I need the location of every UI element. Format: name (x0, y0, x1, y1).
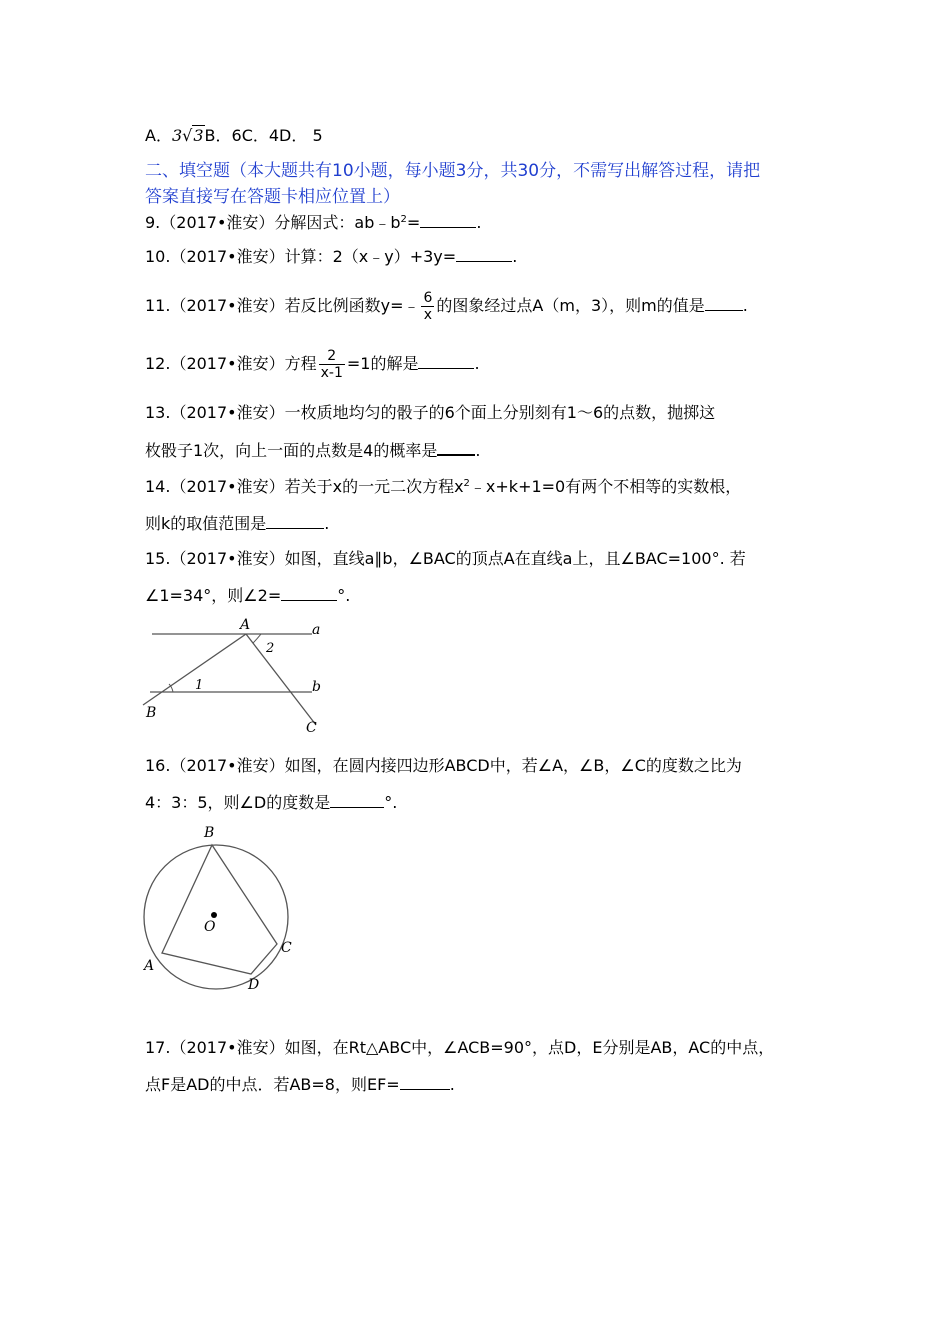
q11-fraction (421, 290, 434, 323)
q8-option-a-radicand: 3 (193, 126, 204, 145)
figure-16-cyclic-quadrilateral (138, 820, 308, 995)
q15-end: °. (337, 586, 351, 605)
q15-answer-blank[interactable] (281, 585, 337, 601)
fig15-label-A: A (240, 617, 251, 633)
q10-answer-blank[interactable] (456, 246, 512, 262)
question-10 (145, 246, 517, 268)
q11-numerator: 6 (423, 290, 433, 306)
q13-text: 枚骰子1次，向上一面的点数是4的概率是 (145, 441, 438, 460)
q11-after: 的图象经过点A（m，3），则m的值是 (436, 296, 705, 315)
fig16-label-B: B (204, 825, 215, 841)
q9-tail: = (406, 213, 421, 232)
fig15-label-a: a (312, 622, 321, 638)
q11-denominator: x (421, 306, 434, 323)
fig15-line-ab (143, 634, 246, 705)
fig15-label-1: 1 (195, 678, 204, 693)
q12-numerator: 2 (327, 348, 337, 364)
q10-text: 10.（2017•淮安）计算：2（x﹣y）+3y= (145, 247, 457, 266)
q14-line1-a: 14.（2017•淮安）若关于x的一元二次方程x (145, 477, 464, 496)
question-9 (145, 212, 481, 234)
q8-options (145, 125, 323, 147)
q9-end: . (476, 213, 482, 232)
q12-denominator: x-1 (320, 365, 343, 381)
q11-before: 11.（2017•淮安）若反比例函数y=﹣ (145, 296, 420, 315)
q10-end: . (512, 247, 518, 266)
q15-line1: 15.（2017•淮安）如图，直线a∥b，∠BAC的顶点A在直线a上，且∠BAC=100°. 若 (145, 549, 746, 568)
q14-line1 (145, 476, 741, 498)
q16-line2 (145, 792, 397, 814)
fig16-label-O: O (204, 919, 216, 935)
q13-answer-blank[interactable] (437, 439, 475, 456)
q12-after: =1的解是 (346, 354, 419, 373)
q15-text: ∠1=34°，则∠2= (145, 586, 282, 605)
q13-end: . (475, 441, 481, 460)
q14-line1-b: ﹣x+k+1=0有两个不相等的实数根， (469, 477, 742, 496)
q12-end: . (474, 354, 480, 373)
fig16-center-point (211, 912, 217, 918)
q17-text: 点F是AD的中点．若AB=8，则EF= (145, 1075, 400, 1094)
radical-icon: √ (182, 126, 193, 145)
fig16-quadrilateral (162, 845, 277, 974)
q16-line1: 16.（2017•淮安）如图，在圆内接四边形ABCD中，若∠A，∠B，∠C的度数之比为 (145, 756, 742, 775)
q12-fraction (319, 348, 345, 381)
q15-line2 (145, 585, 350, 607)
q17-line1: 17.（2017•淮安）如图，在Rt△ABC中，∠ACB=90°，点D，E分别是AB，AC的中点， (145, 1038, 775, 1057)
fig15-line-ac (246, 634, 316, 725)
q16-answer-blank[interactable] (330, 792, 384, 808)
q14-sup: 2 (463, 478, 470, 489)
q14-answer-blank[interactable] (266, 513, 324, 529)
q16-end: °. (384, 793, 398, 812)
figure-15-parallel-lines (140, 615, 340, 740)
fig15-label-C: C (306, 720, 317, 736)
q13-line2 (145, 439, 480, 462)
q9-sup: 2 (400, 214, 407, 225)
q17-end: . (449, 1075, 455, 1094)
q13-line1: 13.（2017•淮安）一枚质地均匀的骰子的6个面上分别刻有1〜6的点数，抛掷这 (145, 403, 716, 422)
q11-end: . (742, 296, 748, 315)
q11-answer-blank[interactable] (705, 295, 743, 311)
q8-options-rest: B．6C．4D． 5 (204, 126, 323, 145)
q12-before: 12.（2017•淮安）方程 (145, 354, 317, 373)
question-12 (145, 344, 480, 384)
q16-text: 4：3：5，则∠D的度数是 (145, 793, 331, 812)
q8-option-a-coef: 3 (171, 126, 183, 145)
fig15-label-2: 2 (266, 641, 275, 656)
section-heading-line1: 二、填空题（本大题共有10小题，每小题3分，共30分，不需写出解答过程，请把 (145, 161, 761, 181)
q12-answer-blank[interactable] (418, 353, 474, 369)
q8-option-a-label: A． (145, 126, 172, 145)
q14-text: 则k的取值范围是 (145, 514, 267, 533)
fig15-angle2-arc (253, 634, 261, 643)
q17-answer-blank[interactable] (400, 1074, 450, 1090)
fig16-label-D: D (248, 977, 260, 993)
fig15-label-b: b (312, 679, 321, 695)
question-11 (145, 286, 748, 326)
q9-text: 9.（2017•淮安）分解因式：ab﹣b (145, 213, 401, 232)
fig15-label-B: B (146, 705, 157, 721)
q9-answer-blank[interactable] (420, 212, 476, 228)
fig16-label-A: A (144, 958, 155, 974)
q14-line2 (145, 513, 329, 535)
q14-end: . (324, 514, 330, 533)
fig16-label-C: C (281, 940, 292, 956)
section-heading-line2: 答案直接写在答题卡相应位置上） (145, 187, 400, 207)
q17-line2 (145, 1074, 455, 1096)
